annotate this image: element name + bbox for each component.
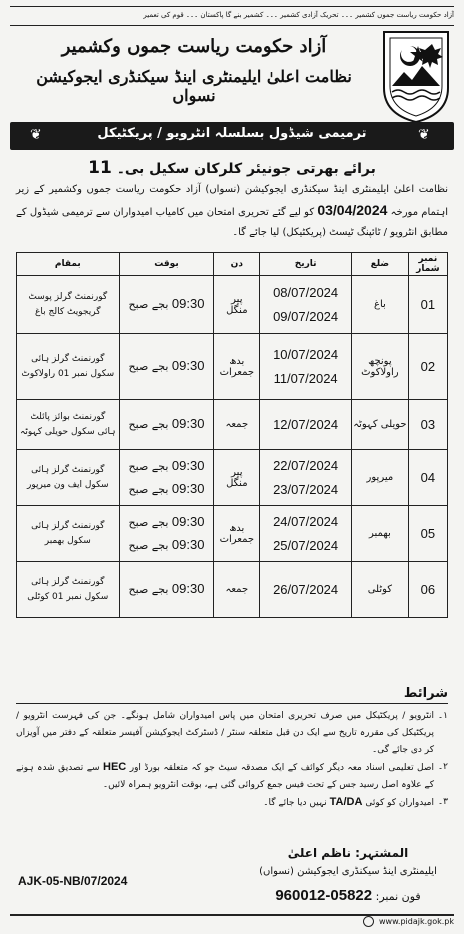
header-district: ضلع [352, 253, 409, 276]
date-cell-value: 22/07/2024 [273, 457, 339, 473]
advertiser-office: ایلیمنٹری اینڈ سیکنڈری ایجوکیشن (نسواں) [259, 866, 437, 877]
table-row [17, 562, 448, 618]
maple-leaf-icon: ❦ [30, 127, 42, 143]
venue-name: گورنمنٹ گرلز ہائی سکول نمبر 01 راولاکوٹ [21, 353, 115, 379]
district-name: کوٹلی [367, 584, 393, 595]
header-no: نمبر شمار [408, 253, 447, 276]
day-cell-value: جمعہ [225, 584, 249, 595]
time-suffix: بجے صبح [128, 298, 169, 311]
phone-label: فون نمبر: [375, 890, 421, 903]
time-value: 09:30 [171, 416, 205, 431]
condition-index: ۳۔ [437, 797, 448, 807]
date-cell-value: 25/07/2024 [273, 537, 339, 553]
time-value: 09:30 [171, 296, 205, 311]
venue-name: گورنمنٹ گرلز ہائی سکول ایف ون میرپور [27, 464, 109, 490]
district-name: حویلی کہوٹہ [353, 419, 407, 430]
time-cell-value [121, 534, 213, 557]
signature-block [248, 846, 448, 904]
intro-text-2: کو لیے گئے تحریری امتحان میں کامیاب امیدواران سے ترمیمی شیڈول کے مطابق انٹرویو / ٹائپنگ ٹیسٹ (پریکٹیکل) لیا جائے گا۔ [16, 207, 448, 238]
date-cell-value: 08/07/2024 [273, 284, 339, 300]
time-value: 09:30 [171, 581, 205, 596]
condition-keyword: HEC [103, 761, 127, 773]
day-cell-value: منگل [226, 304, 248, 316]
time-value: 09:30 [171, 358, 205, 373]
post-title [60, 158, 404, 178]
maple-leaf-icon: ❦ [418, 127, 430, 143]
venue-name: گورنمنٹ بوائز پائلٹ ہائی سکول حویلی کہوٹہ [20, 411, 116, 437]
table-row [17, 400, 448, 450]
header-venue: بمقام [17, 253, 120, 276]
header-day: دن [214, 253, 260, 276]
scale-number: 11 [88, 158, 112, 178]
condition-text: اصل تعلیمی اسناد معہ دیگر کوائف کے ایک مصدقہ سیٹ جو کہ متعلقہ بورڈ اور [129, 763, 434, 773]
date-cell-value: 23/07/2024 [273, 481, 339, 497]
row-number: 05 [420, 526, 436, 541]
row-number: 06 [420, 582, 436, 597]
schedule-banner [10, 122, 454, 150]
row-number: 02 [420, 359, 436, 374]
condition-index: ۱۔ [437, 711, 448, 721]
globe-icon [363, 916, 374, 927]
table-row [17, 506, 448, 562]
header-title: آزاد حکومت ریاست جموں وکشمیر [61, 36, 327, 57]
condition-text: انٹرویو / پریکٹیکل میں صرف تحریری امتحان میں پاس امیدواران شامل ہونگے۔ جن کی فہرست انٹرویو / پریکٹیکل کی مقررہ تاریخ سے ایک دن قبل متعلقہ سنٹر / ڈسٹرکٹ ایجوکیشن آفیسر متعلقہ کے دفتر میں آویزاں کر دی جائے گی۔ [16, 711, 434, 755]
district-name: میرپور [366, 472, 394, 483]
intro-paragraph [16, 180, 448, 243]
banner-title: ترمیمی شیڈول بسلسلہ انٹرویو / پریکٹیکل [97, 126, 367, 141]
bottom-strip [10, 914, 454, 930]
day-cell-value: پیر [231, 293, 243, 305]
condition-index: ۲۔ [437, 762, 448, 772]
date-cell-value: 24/07/2024 [273, 513, 339, 529]
post-title-text: برائے بھرتی جونیئر کلرکان سکیل بی۔ [116, 161, 376, 177]
row-number: 01 [420, 297, 436, 312]
day-cell-value: جمعرات [219, 533, 255, 545]
time-suffix: بجے صبح [128, 583, 169, 596]
time-cell-value [121, 478, 213, 501]
time-value: 09:30 [171, 536, 205, 552]
row-number: 03 [420, 417, 436, 432]
table-row [17, 334, 448, 400]
header [10, 26, 454, 126]
table-row [17, 276, 448, 334]
date-cell-value: 09/07/2024 [273, 308, 339, 324]
condition-text: امیدواران کو کوئی [365, 798, 434, 808]
day-cell-value: بدھ [229, 522, 245, 534]
time-cell-value [121, 413, 213, 436]
date-cell-value: 11/07/2024 [273, 370, 338, 386]
header-time: بوقت [119, 253, 214, 276]
time-suffix: بجے صبح [128, 360, 169, 373]
time-cell-value [121, 578, 213, 601]
time-suffix: بجے صبح [128, 418, 169, 431]
time-cell-value [121, 293, 213, 316]
condition-item [16, 759, 448, 794]
day-cell-value: جمعہ [225, 419, 249, 430]
venue-name: گورنمنٹ گرلز ہائی سکول نمبر 01 کوٹلی [27, 576, 109, 602]
schedule-table [16, 252, 448, 618]
day-cell-value: پیر [231, 466, 243, 478]
time-cell-value [121, 455, 213, 478]
day-cell-value: جمعرات [219, 366, 255, 378]
day-cell-value: منگل [226, 477, 248, 489]
exam-date: 03/04/2024 [317, 202, 388, 218]
conditions-section [16, 686, 448, 812]
district-name: بھمبر [369, 528, 391, 539]
table-row [17, 450, 448, 506]
website-link[interactable]: www.pidajk.gok.pk [379, 917, 454, 926]
government-emblem-icon [378, 28, 454, 124]
date-cell-value: 12/07/2024 [273, 416, 339, 432]
phone-number: 05822-960012 [275, 887, 373, 904]
row-number: 04 [420, 470, 436, 485]
time-cell-value [121, 355, 213, 378]
header-subtitle: نظامت اعلیٰ ایلیمنٹری اینڈ سیکنڈری ایجوکیشن نسواں [36, 67, 352, 105]
time-suffix: بجے صبح [128, 459, 169, 473]
header-date: تاریخ [260, 253, 352, 276]
time-suffix: بجے صبح [128, 482, 169, 496]
reference-number: AJK-05-NB/07/2024 [18, 874, 128, 888]
intro-text-1: نظامت اعلیٰ ایلیمنٹری اینڈ سیکنڈری ایجوکیشن (نسواں) آزاد حکومت ریاست جموں وکشمیر کے زیر اہتمام مورخہ [16, 184, 448, 218]
day-cell-value: بدھ [229, 355, 245, 367]
top-slogan-strip: آزاد حکومت ریاست جموں کشمیر ۔۔۔ تحریک آزادی کشمیر ۔۔۔ کشمیر بنے گا پاکستان ۔۔۔ قوم کی تعمیر [10, 6, 454, 26]
condition-item [16, 794, 448, 812]
date-cell-value: 10/07/2024 [273, 346, 339, 362]
time-suffix: بجے صبح [128, 538, 169, 552]
venue-name: گورنمنٹ گرلز پوسٹ گریجویٹ کالج باغ [28, 291, 108, 317]
condition-text: نہیں دیا جائے گا۔ [263, 798, 327, 808]
time-value: 09:30 [171, 480, 205, 496]
advertiser-title: المشتہر: ناظم اعلیٰ [287, 846, 409, 860]
conditions-heading: شرائط [403, 686, 448, 701]
condition-keyword: TA/DA [329, 796, 363, 808]
time-suffix: بجے صبح [128, 515, 169, 529]
condition-item [16, 708, 448, 759]
time-value: 09:30 [171, 457, 205, 473]
time-value: 09:30 [171, 513, 205, 529]
venue-name: گورنمنٹ گرلز ہائی سکول بھمبر [31, 520, 105, 546]
divider [16, 703, 448, 704]
table-header-row [17, 253, 448, 276]
time-cell-value [121, 511, 213, 534]
phone-line [248, 887, 448, 904]
condition-text: سے تصدیق شدہ ہونے کے علاوہ اصل رسید جس کے تحت فیس جمع کروائی گئی ہے، بوقت انٹرویو ہمراہ لائیں۔ [16, 763, 434, 790]
district-name: پونچھ راولاکوٹ [361, 355, 399, 378]
district-name: باغ [373, 299, 386, 310]
date-cell-value: 26/07/2024 [273, 581, 339, 597]
